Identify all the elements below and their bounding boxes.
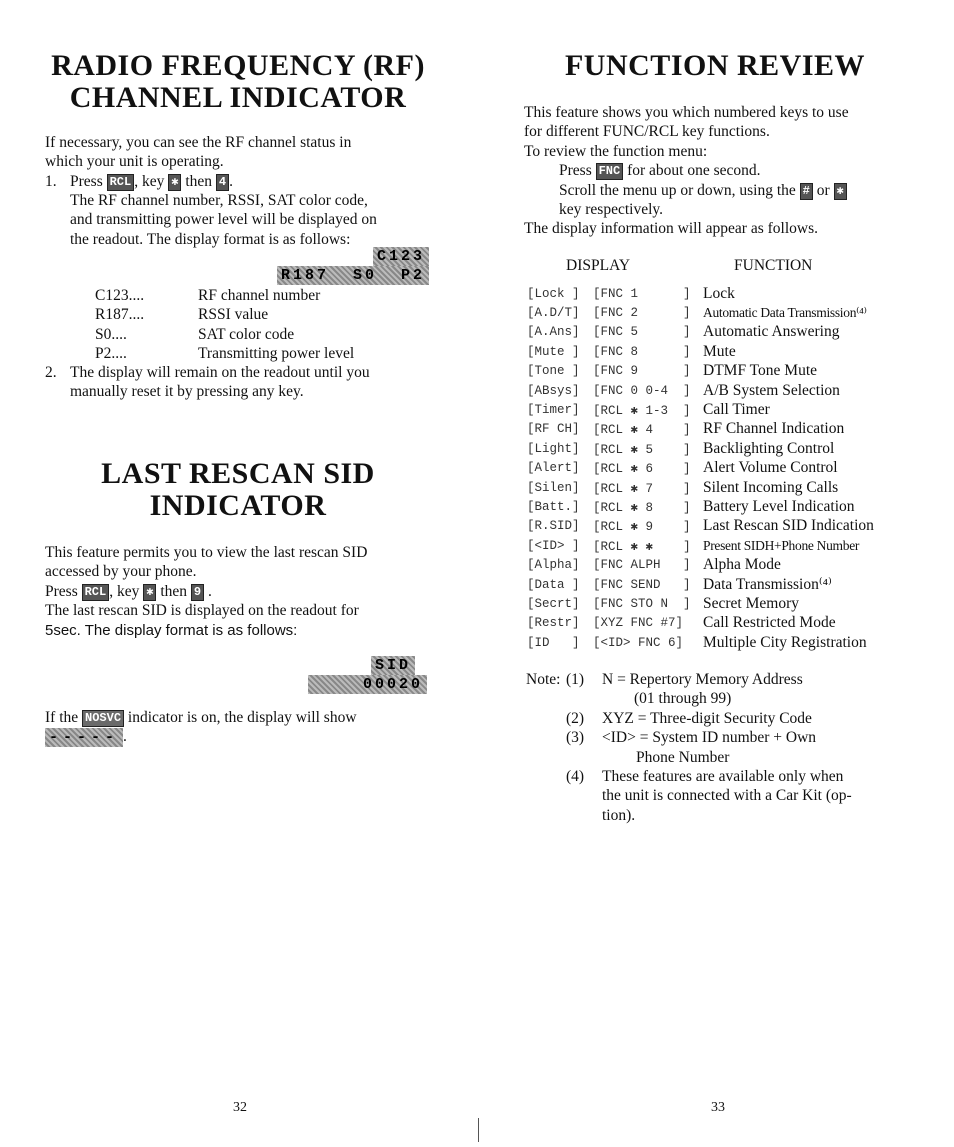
row-function: Automatic Answering <box>703 323 840 341</box>
sid-nosvc <box>45 708 440 747</box>
notes-label: Note: <box>526 671 561 688</box>
rf-display-line2: R187 S0 P2 <box>277 266 429 285</box>
note-item <box>526 670 926 689</box>
table-row <box>527 459 927 478</box>
nosvc-end: . <box>123 728 127 746</box>
row-function: Last Rescan SID Indication <box>703 517 874 535</box>
row-function: Present SIDH+Phone Number <box>703 537 860 553</box>
row-display: [A.D/T] <box>527 306 580 321</box>
star-key-icon: ✱ <box>834 183 847 200</box>
row-function: DTMF Tone Mute <box>703 362 818 380</box>
legend-code: S0.... <box>95 325 127 343</box>
page-number-right: 33 <box>711 1100 725 1115</box>
sid-display-line1: SID <box>371 656 415 675</box>
rf-step1-end: . <box>229 173 233 190</box>
function-review-title: FUNCTION REVIEW <box>564 49 866 82</box>
rf-legend <box>95 286 435 364</box>
rf-step2-line1: The display will remain on the readout until you <box>70 364 370 381</box>
table-row <box>527 497 927 516</box>
rf-step1-number: 1. <box>45 173 57 190</box>
rf-intro-line1: If necessary, you can see the RF channel status in <box>45 134 352 151</box>
row-display: [Lock ] <box>527 286 580 301</box>
note-item <box>526 728 926 747</box>
fr-scroll-line2: key respectively. <box>559 201 664 219</box>
fr-press-rest: for about one second. <box>627 162 761 180</box>
row-display: [Tone ] <box>527 364 580 379</box>
rf-step2-number: 2. <box>45 364 57 381</box>
rcl-key-icon: RCL <box>82 584 110 601</box>
row-display: [Secrt] <box>527 596 580 611</box>
legend-desc: RF channel number <box>198 287 321 304</box>
rf-title-line2: CHANNEL INDICATOR <box>69 81 407 114</box>
row-display: [Restr] <box>527 616 580 631</box>
sid-body <box>45 543 440 640</box>
row-function: Alpha Mode <box>703 556 781 574</box>
sid-press: Press <box>45 582 78 600</box>
nosvc-indicator-icon: NOSVC <box>82 710 124 727</box>
fr-display-info: The display information will appear as follows. <box>524 220 819 238</box>
row-key: [FNC 5 ] <box>593 325 691 340</box>
sid-press-line <box>45 582 440 601</box>
row-key: [RCL ✱ 1-3 ] <box>593 404 691 419</box>
row-key: [FNC STO N ] <box>593 596 691 611</box>
row-display: [Data ] <box>527 577 580 592</box>
row-display: [ABsys] <box>527 383 580 398</box>
note-line1: N = Repertory Memory Address <box>602 671 803 688</box>
function-table <box>527 284 927 652</box>
rf-display-readout <box>264 247 429 285</box>
rf-step1-desc-line2: and transmitting power level will be displayed on <box>70 211 377 229</box>
table-row <box>527 575 927 594</box>
legend-code: C123.... <box>95 287 145 304</box>
note-line3: tion). <box>602 806 636 824</box>
row-function: Automatic Data Transmission⁽⁴⁾ <box>703 305 867 321</box>
row-function: Secret Memory <box>703 594 799 612</box>
row-display: [A.Ans] <box>527 325 580 340</box>
row-key: [<ID> FNC 6] <box>593 635 684 650</box>
note-line2: Phone Number <box>636 748 730 766</box>
fr-press-line <box>524 161 924 180</box>
row-display: [R.SID] <box>527 519 580 534</box>
page-number-left: 32 <box>233 1100 247 1115</box>
row-function: Call Restricted Mode <box>703 614 836 632</box>
gutter-mark <box>478 1118 479 1142</box>
rf-heading <box>40 50 436 114</box>
legend-desc: Transmitting power level <box>198 345 355 363</box>
note-number: (4) <box>566 768 585 786</box>
rf-title-line1: RADIO FREQUENCY (RF) <box>51 49 425 82</box>
fr-scroll-line <box>524 181 924 200</box>
row-display: [RF CH] <box>527 422 580 437</box>
legend-row <box>95 325 435 344</box>
rf-step1-desc-line1: The RF channel number, RSSI, SAT color code, <box>70 192 368 209</box>
sid-title-line1: LAST RESCAN SID <box>101 457 375 490</box>
sid-then: then <box>160 582 188 600</box>
fr-intro <box>524 103 924 239</box>
row-key: [FNC 1 ] <box>593 286 691 301</box>
row-function: Alert Volume Control <box>703 459 838 477</box>
col-header-display: DISPLAY <box>566 257 631 274</box>
row-display: [ID ] <box>527 635 580 650</box>
fr-intro-line2: for different FUNC/RCL key functions. <box>524 123 770 141</box>
rf-step1-then: then <box>185 173 213 190</box>
legend-desc: SAT color code <box>198 325 295 343</box>
sid-display-readout <box>282 656 427 694</box>
sid-heading <box>40 458 436 522</box>
sid-mid: , key <box>109 582 140 600</box>
note-number: (3) <box>566 729 585 747</box>
table-row <box>527 381 927 400</box>
row-function: Call Timer <box>703 401 770 419</box>
table-row <box>527 303 927 322</box>
rf-step1-desc-line3: the readout. The display format is as follows: <box>70 230 351 248</box>
row-function: A/B System Selection <box>703 381 840 399</box>
rf-step2 <box>45 363 440 402</box>
row-key: [RCL ✱ 6 ] <box>593 462 691 477</box>
rf-display-line1: C123 <box>373 247 429 266</box>
note-line1: <ID> = System ID number + Own <box>602 729 817 747</box>
fr-scroll-text: Scroll the menu up or down, using the <box>559 181 796 199</box>
table-row <box>527 536 927 555</box>
table-row <box>527 614 927 633</box>
note-item <box>526 767 926 786</box>
row-function: Backlighting Control <box>703 439 835 457</box>
sid-text-line1: This feature permits you to view the last rescan SID <box>45 544 368 561</box>
fr-intro-line1: This feature shows you which numbered keys to use <box>524 104 849 121</box>
note-number: (2) <box>566 709 585 727</box>
notes <box>526 670 926 825</box>
table-row <box>527 420 927 439</box>
legend-row <box>95 305 435 324</box>
row-key: [RCL ✱ 5 ] <box>593 442 691 457</box>
row-key: [FNC SEND ] <box>593 577 691 592</box>
row-function: Mute <box>703 342 736 360</box>
key-4-icon: 4 <box>216 174 229 191</box>
legend-code: R187.... <box>95 306 145 324</box>
row-key: [FNC 8 ] <box>593 344 691 359</box>
table-row <box>527 362 927 381</box>
row-key: [FNC 9 ] <box>593 364 691 379</box>
fr-column-headers <box>566 256 866 275</box>
row-key: [RCL ✱ 7 ] <box>593 481 691 496</box>
rf-step1-desc <box>70 191 440 249</box>
row-function: Lock <box>703 284 735 302</box>
fnc-key-icon: FNC <box>596 163 624 180</box>
rf-step2-line2: manually reset it by pressing any key. <box>70 383 304 401</box>
row-display: [Light] <box>527 441 580 456</box>
note-line1: XYZ = Three-digit Security Code <box>602 709 812 727</box>
table-row <box>527 555 927 574</box>
key-9-icon: 9 <box>191 584 204 601</box>
legend-row <box>95 344 435 363</box>
row-function: Data Transmission⁽⁴⁾ <box>703 576 832 594</box>
sid-display-line2: 00020 <box>308 675 427 694</box>
hash-key-icon: # <box>800 183 813 200</box>
row-display: [Alpha] <box>527 558 580 573</box>
row-key: [RCL ✱ 8 ] <box>593 500 691 515</box>
table-row <box>527 439 927 458</box>
nosvc-post: indicator is on, the display will show <box>127 709 357 726</box>
row-key: [RCL ✱ ✱ ] <box>593 539 691 554</box>
legend-desc: RSSI value <box>198 306 269 324</box>
sid-text-line3: The last rescan SID is displayed on the readout for <box>45 602 359 620</box>
row-display: [Silen] <box>527 480 580 495</box>
row-function: RF Channel Indication <box>703 420 845 438</box>
table-row <box>527 323 927 342</box>
col-header-function: FUNCTION <box>734 257 813 274</box>
row-function: Battery Level Indication <box>703 497 855 515</box>
row-display: [<ID> ] <box>527 538 580 553</box>
rf-step1-mid: , key <box>134 173 165 190</box>
note-line1: These features are available only when <box>602 768 844 786</box>
table-row <box>527 342 927 361</box>
table-row <box>527 284 927 303</box>
row-display: [Timer] <box>527 403 580 418</box>
rf-intro-line2: which your unit is operating. <box>45 153 224 171</box>
sid-text-line4: 5sec. The display format is as follows: <box>45 621 298 639</box>
function-review-heading <box>520 50 910 82</box>
row-key: [FNC 2 ] <box>593 306 691 321</box>
fr-intro-line3: To review the function menu: <box>524 142 708 160</box>
nosvc-pre: If the <box>45 709 79 726</box>
fr-press: Press <box>559 162 592 180</box>
sid-end: . <box>207 582 212 600</box>
table-row <box>527 400 927 419</box>
row-key: [RCL ✱ 9 ] <box>593 520 691 535</box>
row-function: Silent Incoming Calls <box>703 478 839 496</box>
note-line2: the unit is connected with a Car Kit (op- <box>602 787 852 805</box>
star-key-icon: ✱ <box>168 174 181 191</box>
row-function: Multiple City Registration <box>703 633 867 651</box>
nosvc-display: ----- <box>45 728 123 747</box>
rf-step1-press: Press <box>70 173 103 190</box>
legend-row <box>95 286 435 305</box>
rf-intro <box>45 133 435 172</box>
table-row <box>527 633 927 652</box>
rf-step1 <box>45 172 435 191</box>
row-key: [FNC ALPH ] <box>593 558 691 573</box>
row-key: [XYZ FNC #7] <box>593 616 684 631</box>
sid-title-line2: INDICATOR <box>149 489 327 522</box>
fr-or: or <box>816 181 830 199</box>
row-key: [RCL ✱ 4 ] <box>593 423 691 438</box>
note-number: (1) <box>566 671 585 688</box>
sid-text-line2: accessed by your phone. <box>45 563 197 581</box>
star-key-icon: ✱ <box>143 584 156 601</box>
table-row <box>527 517 927 536</box>
legend-code: P2.... <box>95 345 127 363</box>
table-row <box>527 594 927 613</box>
row-display: [Alert] <box>527 461 580 476</box>
row-key: [FNC 0 0-4 ] <box>593 383 691 398</box>
note-item <box>526 709 926 728</box>
row-display: [Batt.] <box>527 499 580 514</box>
rcl-key-icon: RCL <box>107 174 135 191</box>
row-display: [Mute ] <box>527 344 580 359</box>
table-row <box>527 478 927 497</box>
note-line2: (01 through 99) <box>634 690 732 708</box>
